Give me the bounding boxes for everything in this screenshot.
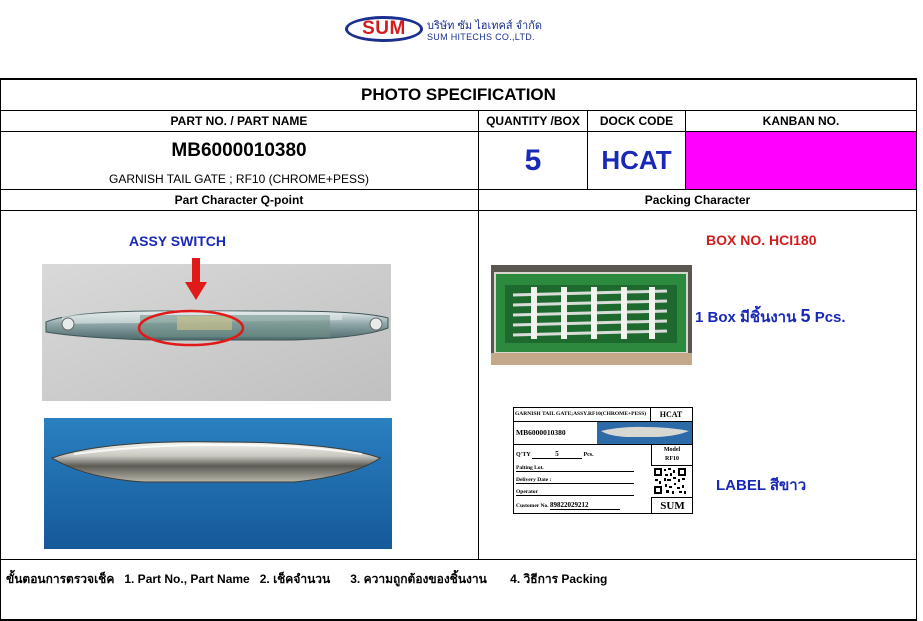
label-card-customer-row <box>516 501 620 510</box>
label-card-model <box>651 444 692 466</box>
label-card-customer-no: 89822029212 <box>550 501 620 510</box>
label-card-delivery: Delivery Date : <box>516 477 634 484</box>
box-with-parts-image <box>491 265 692 365</box>
label-card-brand: SUM <box>651 497 693 514</box>
sum-logo-mark: SUM <box>345 16 423 42</box>
assy-switch-label: ASSY SWITCH <box>129 233 226 249</box>
header-part: PART NO. / PART NAME <box>170 114 308 128</box>
arrow-down-icon <box>185 282 207 300</box>
arrow-shaft-icon <box>192 258 200 282</box>
label-card-title: GARNISH TAIL GATE;ASSY.RF10(CHROME+PESS) <box>514 408 651 422</box>
table-right-border <box>916 78 917 621</box>
label-card-photo <box>597 422 692 445</box>
section-packing-character: Packing Character <box>644 193 751 207</box>
quantity-value: 5 <box>524 143 542 177</box>
part-name: GARNISH TAIL GATE ; RF10 (CHROME+PESS) <box>109 172 369 186</box>
label-card-customer-label: Customer No. <box>516 503 549 509</box>
header-quantity: QUANTITY /BOX <box>486 114 580 128</box>
label-card-qty-label: Q'TY <box>516 452 531 458</box>
label-card <box>513 407 693 514</box>
box-quantity-note <box>695 305 846 329</box>
company-name-english: SUM HITECHS CO.,LTD. <box>427 32 535 42</box>
label-card-model-label: Model <box>663 447 681 453</box>
row-line <box>0 559 917 560</box>
label-card-part-image <box>597 422 692 444</box>
part-number: MB6000010380 <box>171 140 307 161</box>
garnish-chrome-image <box>44 418 392 549</box>
label-color-note: LABEL สีขาว <box>716 477 807 494</box>
box-number: BOX NO. HCI180 <box>706 232 817 248</box>
inspection-steps: ขั้นตอนการตรวจเช็ค 1. Part No., Part Name 2. เช็คจำนวน 3. ความถูกต้องของชิ้นงาน 4. วิธีการ Packing <box>6 572 608 586</box>
switch-highlight-overlay <box>130 255 260 350</box>
label-card-palting: Palting Lot. <box>516 465 634 472</box>
dock-code-value: HCAT <box>601 145 672 175</box>
part-photo-bottom <box>44 418 392 549</box>
label-card-operator: Operator <box>516 489 634 496</box>
label-card-qty-unit: Pcs. <box>583 452 594 458</box>
box-note-suffix: Pcs. <box>810 309 846 326</box>
header-dock-code: DOCK CODE <box>599 114 674 128</box>
box-note-prefix: 1 Box มีชิ้นงาน <box>695 309 801 326</box>
header-kanban: KANBAN NO. <box>762 114 840 128</box>
section-part-character: Part Character Q-point <box>174 193 304 207</box>
label-card-code: HCAT <box>650 408 692 422</box>
box-note-qty: 5 <box>800 306 811 326</box>
label-card-model-value: RF10 <box>665 456 679 462</box>
row-line <box>0 210 917 211</box>
label-card-part-no: MB6000010380 <box>514 422 599 445</box>
sheet-title: PHOTO SPECIFICATION <box>361 85 556 104</box>
packing-box-photo <box>491 265 692 365</box>
company-name-thai: บริษัท ซัม ไฮเทคส์ จำกัด <box>427 20 543 32</box>
label-card-qty-value: 5 <box>532 450 582 459</box>
label-card-qty-row <box>516 450 594 459</box>
kanban-number-cell <box>686 132 916 189</box>
qr-code-icon <box>653 467 687 495</box>
highlight-ellipse <box>139 311 243 345</box>
